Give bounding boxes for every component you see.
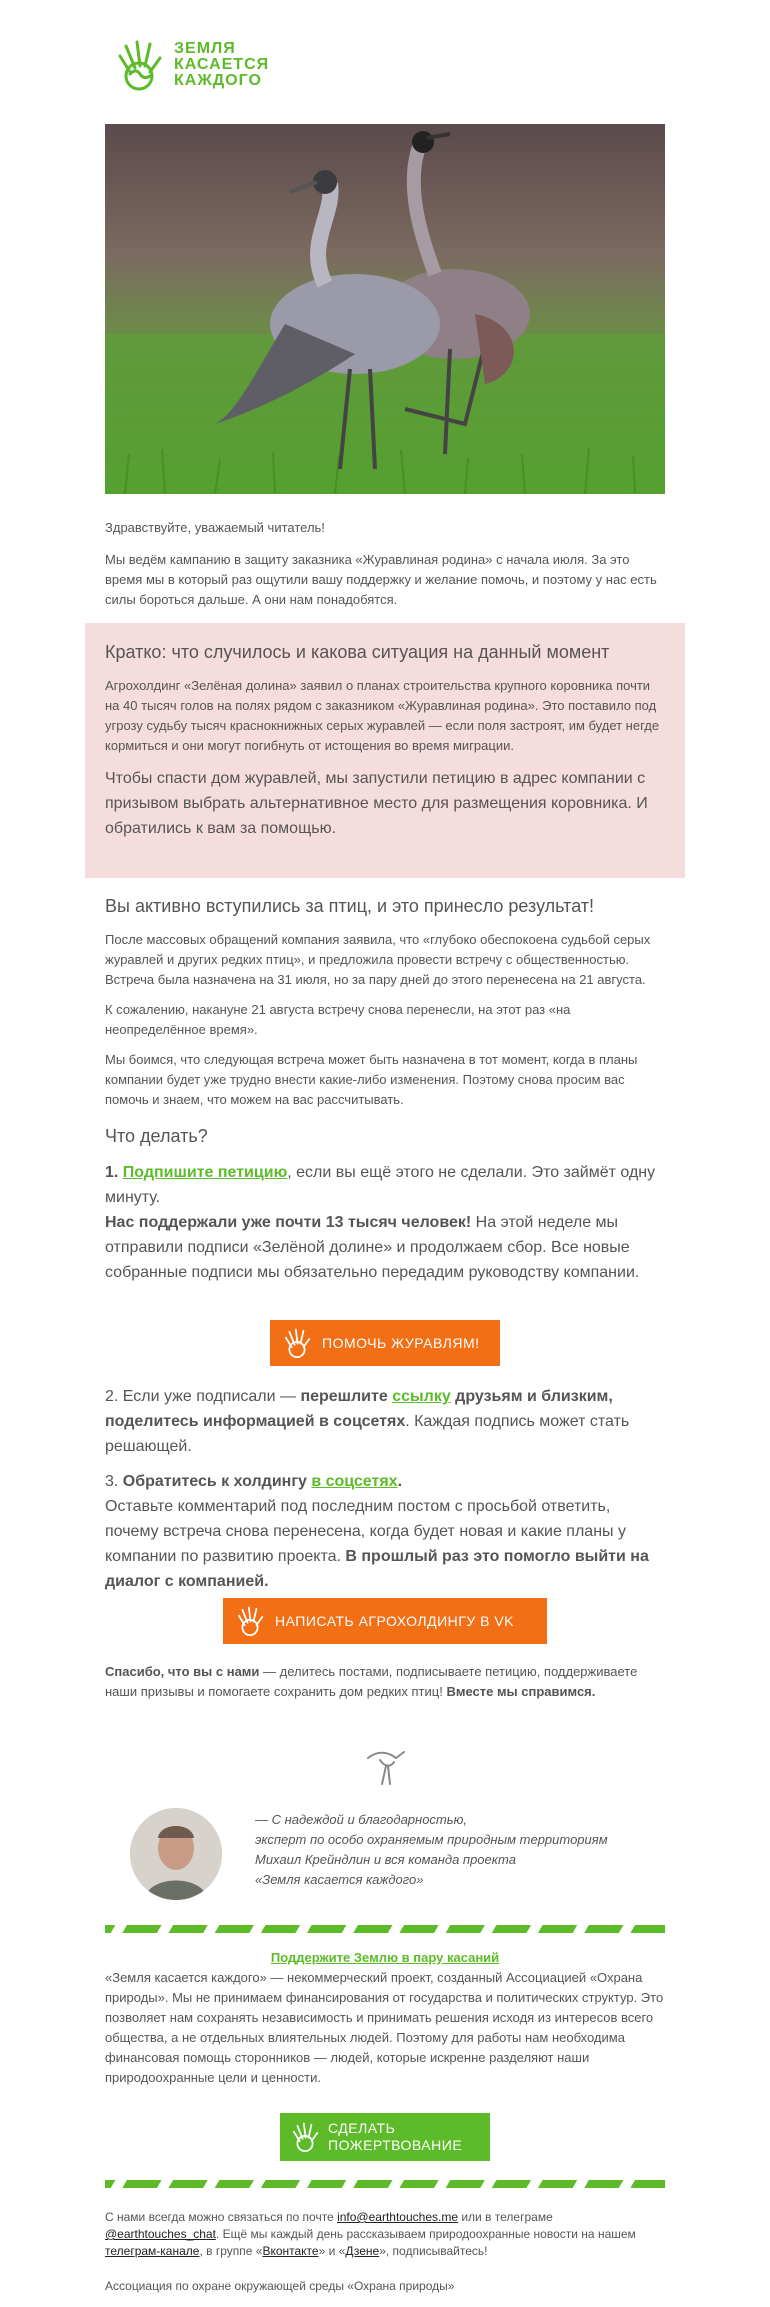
footer-contacts bbox=[105, 2209, 665, 2260]
donate-button[interactable] bbox=[280, 2113, 490, 2161]
thanks-bold-1: Спасибо, что вы с нами bbox=[105, 1664, 260, 1679]
author-avatar bbox=[130, 1808, 222, 1900]
help-cranes-button-label: ПОМОЧЬ ЖУРАВЛЯМ! bbox=[322, 1335, 480, 1351]
step-2-text-a: 2. Если уже подписали — bbox=[105, 1388, 301, 1405]
decorative-separator bbox=[105, 2180, 665, 2188]
footer-text-6: », подписывайтесь! bbox=[379, 2244, 488, 2258]
signature-line-2: эксперт по особо охраняемым природным территориям bbox=[255, 1832, 608, 1847]
dzen-link[interactable]: Дзене bbox=[345, 2244, 380, 2258]
email-link[interactable]: info@earthtouches.me bbox=[337, 2210, 458, 2224]
step-3-dot: . bbox=[397, 1473, 403, 1490]
decorative-separator bbox=[105, 1925, 665, 1933]
logo-line-2: КАСАЕТСЯ bbox=[174, 56, 270, 73]
sign-petition-link[interactable]: Подпишите петицию bbox=[122, 1164, 288, 1181]
share-link[interactable]: ссылку bbox=[392, 1388, 451, 1405]
thanks-bold-2: Вместе мы справимся. bbox=[446, 1684, 596, 1699]
footer-text-3: . Ещё мы каждый день рассказываем природоохранные новости на нашем bbox=[215, 2227, 636, 2241]
help-cranes-button[interactable] bbox=[270, 1320, 500, 1366]
step-1-bold: Нас поддержали уже почти 13 тысяч человек! bbox=[105, 1214, 472, 1231]
intro-paragraph: Мы ведём кампанию в защиту заказника «Журавлиная родина» с начала июля. За это время мы в который раз ощутили вашу поддержку и желание помочь, и поэтому у нас есть силы бороться дальше. А они нам понадобятся. bbox=[105, 552, 657, 607]
signature-line-3: Михаил Крейндлин и вся команда проекта bbox=[255, 1852, 516, 1867]
step-2 bbox=[105, 1384, 665, 1459]
earth-hand-logo-icon bbox=[233, 1604, 267, 1638]
step-2-bold-a: перешлите bbox=[300, 1388, 393, 1405]
donate-button-label-1: СДЕЛАТЬ bbox=[328, 2120, 396, 2136]
summary-title: Кратко: что случилось и какова ситуация на данный момент bbox=[105, 642, 610, 662]
step-3-number: 3. bbox=[105, 1473, 123, 1490]
telegram-channel-link[interactable]: телеграм-канале bbox=[105, 2244, 200, 2258]
step-2-bold-b: друзьям и близким, поделитесь информацией в соцсетях bbox=[105, 1388, 613, 1430]
social-media-link[interactable]: в соцсетях bbox=[311, 1473, 398, 1490]
result-paragraph-2: К сожалению, накануне 21 августа встречу снова перенесли, на этот раз «на неопределённое время». bbox=[105, 1002, 571, 1037]
footer-text-5: » и « bbox=[318, 2244, 346, 2258]
result-paragraph-1: После массовых обращений компания заявила, что «глубоко обеспокоена судьбой серых журавлей и других редких птиц», и предложила провести встречу с общественностью. Встреча была назначена на 31 июля, но за пару дней до этого перенесена на 21 августа. bbox=[105, 932, 651, 987]
signature-line-1: — С надеждой и благодарностью, bbox=[255, 1812, 467, 1827]
telegram-chat-link[interactable]: @earthtouches_chat bbox=[105, 2227, 216, 2241]
step-2-text-b: . Каждая подпись может стать решающей. bbox=[105, 1413, 630, 1455]
signature-line-4: «Земля касается каждого» bbox=[255, 1872, 424, 1887]
earth-hand-logo-icon bbox=[280, 1326, 314, 1360]
earth-hand-logo-icon bbox=[110, 36, 168, 94]
signature bbox=[255, 1810, 608, 1890]
logo-line-1: ЗЕМЛЯ bbox=[174, 40, 236, 57]
crane-icon bbox=[360, 1740, 410, 1790]
footer-text-2: или в телеграме bbox=[458, 2210, 553, 2224]
step-3-bold: Обратитесь к холдингу bbox=[122, 1473, 312, 1490]
donate-button-label-2: ПОЖЕРТВОВАНИЕ bbox=[328, 2137, 463, 2153]
summary-emphasis: Чтобы спасти дом журавлей, мы запустили петицию в адрес компании с призывом выбрать альтернативное место для размещения коровника. И обратились к вам за помощью. bbox=[105, 770, 648, 837]
support-link-row bbox=[105, 1948, 665, 1968]
summary-text: Агрохолдинг «Зелёная долина» заявил о планах строительства крупного коровника почти на 40 тысяч голов на полях рядом с заказником «Журавлиная родина». Это поставило под угрозу судьбу тысяч краснокнижных серых журавлей — если поля застроят, им будет негде кормиться и они могут погибнуть от истощения во время миграции. bbox=[105, 678, 660, 753]
step-3-text: Оставьте комментарий под последним постом с просьбой ответить, почему встреча снова перенесена, когда будет новая и какие планы у компании по развитию проекта. bbox=[105, 1498, 626, 1565]
step-1-text: , если вы ещё этого не сделали. Это займёт одну минуту. bbox=[105, 1164, 656, 1206]
result-title: Вы активно вступились за птиц, и это принесло результат! bbox=[105, 896, 595, 916]
step-3 bbox=[105, 1469, 665, 1594]
support-link[interactable]: Поддержите Землю в пару касаний bbox=[270, 1950, 500, 1965]
footer-org: Ассоциация по охране окружающей среды «Охрана природы» bbox=[105, 2279, 455, 2293]
earth-hand-logo-icon bbox=[288, 2120, 322, 2154]
thanks-text: — делитесь постами, подписываете петицию, поддерживаете наши призывы и помогаете сохранить дом редких птиц! bbox=[105, 1664, 638, 1699]
footer-text-4: , в группе « bbox=[199, 2244, 263, 2258]
support-text: «Земля касается каждого» — некоммерческий проект, созданный Ассоциацией «Охрана природы». Мы не принимаем финансирования от государства и политических структур. Это позволяет нам сохранять независимость и принимать решения исходя из интересов всего общества, а не отдельных влиятельных людей. Поэтому для работы нам необходима финансовая помощь сторонников — людей, которые искренне разделяют наши природоохранные цели и ценности. bbox=[105, 1970, 664, 2085]
step-3-result: В прошлый раз это помогло выйти на диалог с компанией. bbox=[105, 1548, 649, 1590]
logo-line-3: КАЖДОГО bbox=[174, 72, 262, 89]
greeting: Здравствуйте, уважаемый читатель! bbox=[105, 520, 325, 535]
step-1-number: 1. bbox=[105, 1164, 119, 1181]
hero-cranes-image bbox=[105, 124, 665, 494]
write-agroholding-vk-button-label: НАПИСАТЬ АГРОХОЛДИНГУ В VK bbox=[275, 1613, 515, 1629]
footer-text-1: С нами всегда можно связаться по почте bbox=[105, 2210, 338, 2224]
result-paragraph-3: Мы боимся, что следующая встреча может быть назначена в тот момент, когда в планы компании будет уже трудно внести какие-либо изменения. Поэтому снова просим вас помочь и знаем, что можем на вас рассчитывать. bbox=[105, 1052, 638, 1107]
step-1 bbox=[105, 1160, 665, 1285]
step-1-tail: На этой неделе мы отправили подписи «Зелёной долине» и продолжаем сбор. Все новые собранные подписи мы обязательно передадим руководству компании. bbox=[105, 1214, 640, 1281]
brand-logo[interactable] bbox=[110, 36, 269, 94]
todo-title: Что делать? bbox=[105, 1126, 208, 1146]
vk-link[interactable]: Вконтакте bbox=[262, 2244, 319, 2258]
thanks-paragraph bbox=[105, 1662, 665, 1702]
write-agroholding-vk-button[interactable] bbox=[223, 1598, 547, 1644]
